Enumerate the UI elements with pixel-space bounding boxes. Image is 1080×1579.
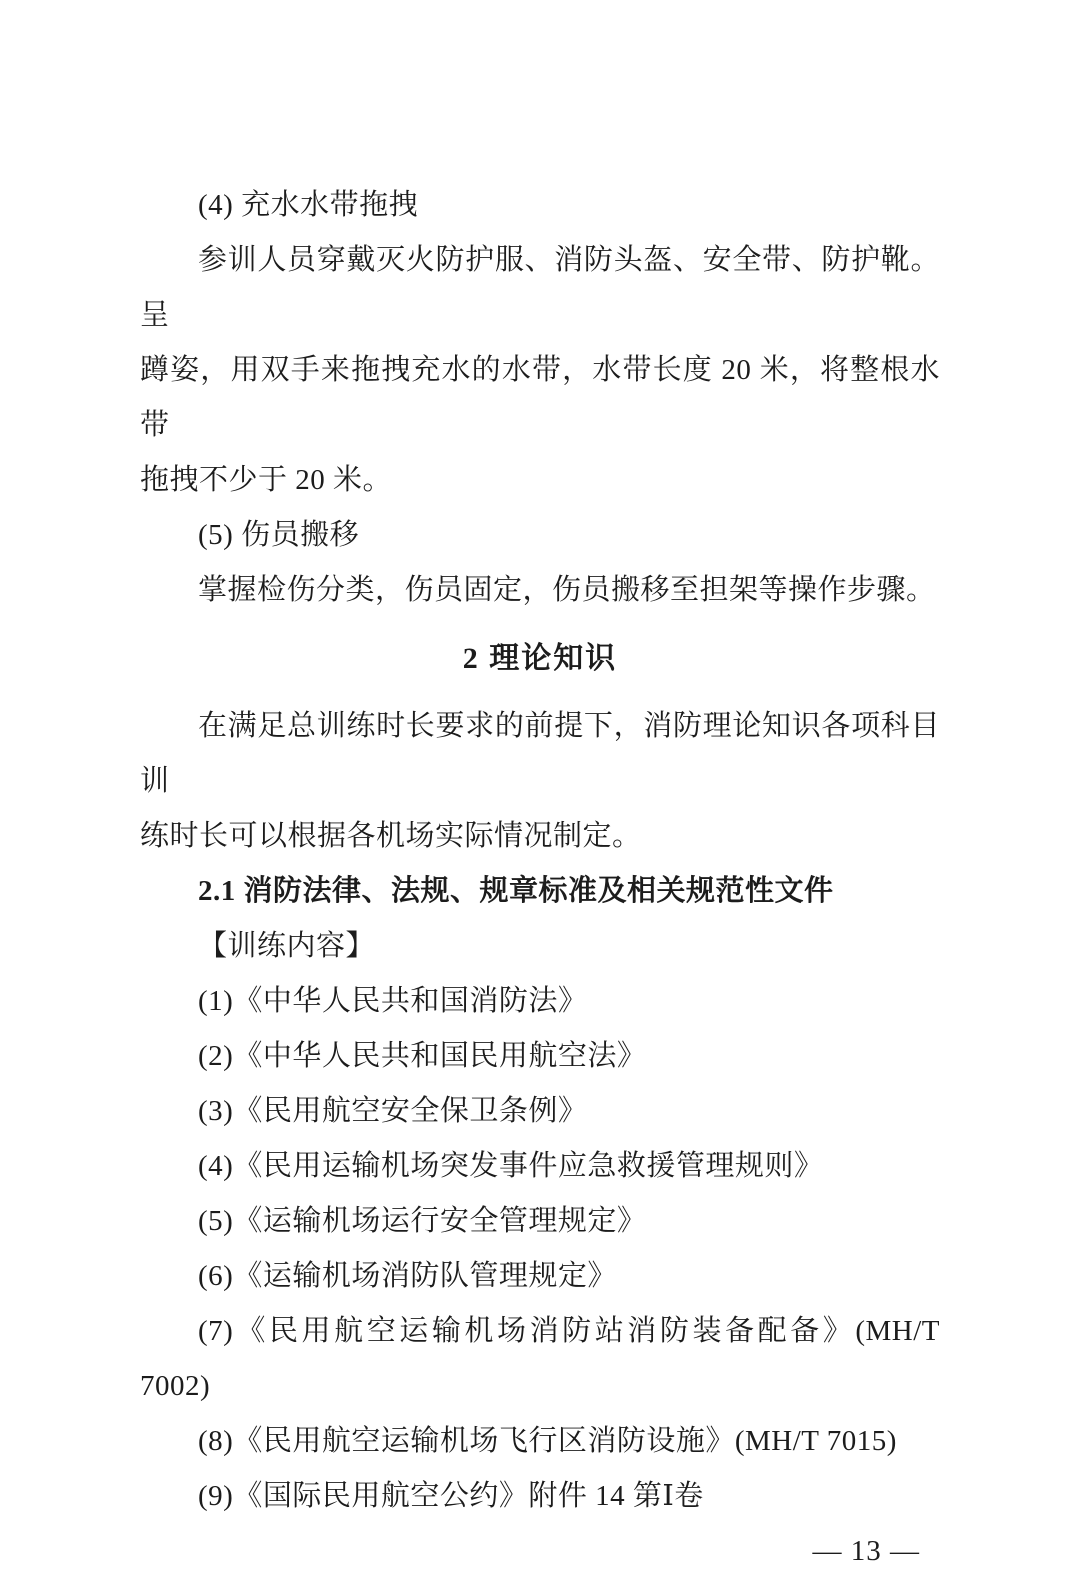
list-item-2: (2)《中华人民共和国民用航空法》	[198, 1040, 647, 1072]
list-item-5: (5)《运输机场运行安全管理规定》	[198, 1205, 647, 1237]
list-item-3: (3)《民用航空安全保卫条例》	[198, 1095, 588, 1127]
paragraph-line: 在满足总训练时长要求的前提下，消防理论知识各项科目训	[140, 710, 940, 797]
list-item-8: (8)《民用航空运输机场飞行区消防设施》(MH/T 7015)	[198, 1425, 897, 1457]
item-5-title: (5) 伤员搬移	[198, 519, 360, 551]
training-content-label: 【训练内容】	[198, 930, 376, 962]
paragraph-line: 蹲姿，用双手来拖拽充水的水带，水带长度 20 米，将整根水带	[140, 354, 940, 441]
paragraph-line: 掌握检伤分类，伤员固定，伤员搬移至担架等操作步骤。	[198, 574, 936, 606]
paragraph-line: 拖拽不少于 20 米。	[140, 464, 393, 496]
list-item-6: (6)《运输机场消防队管理规定》	[198, 1260, 617, 1292]
section-heading-theory: 2 理论知识	[462, 642, 618, 675]
list-item-1: (1)《中华人民共和国消防法》	[198, 985, 588, 1017]
list-item-7: (7)《民用航空运输机场消防站消防装备配备》(MH/T	[198, 1315, 940, 1347]
page-number: — 13 —	[812, 1535, 920, 1567]
item-4-title: (4) 充水水带拖拽	[198, 189, 419, 221]
list-item-7-continuation: 7002)	[140, 1370, 211, 1402]
list-item-9: (9)《国际民用航空公约》附件 14 第Ⅰ卷	[198, 1480, 704, 1512]
paragraph-line: 参训人员穿戴灭火防护服、消防头盔、安全带、防护靴。呈	[140, 244, 940, 331]
subsection-heading-2-1: 2.1 消防法律、法规、规章标准及相关规范性文件	[198, 875, 834, 907]
paragraph-line: 练时长可以根据各机场实际情况制定。	[140, 820, 642, 852]
list-item-4: (4)《民用运输机场突发事件应急救援管理规则》	[198, 1150, 824, 1182]
